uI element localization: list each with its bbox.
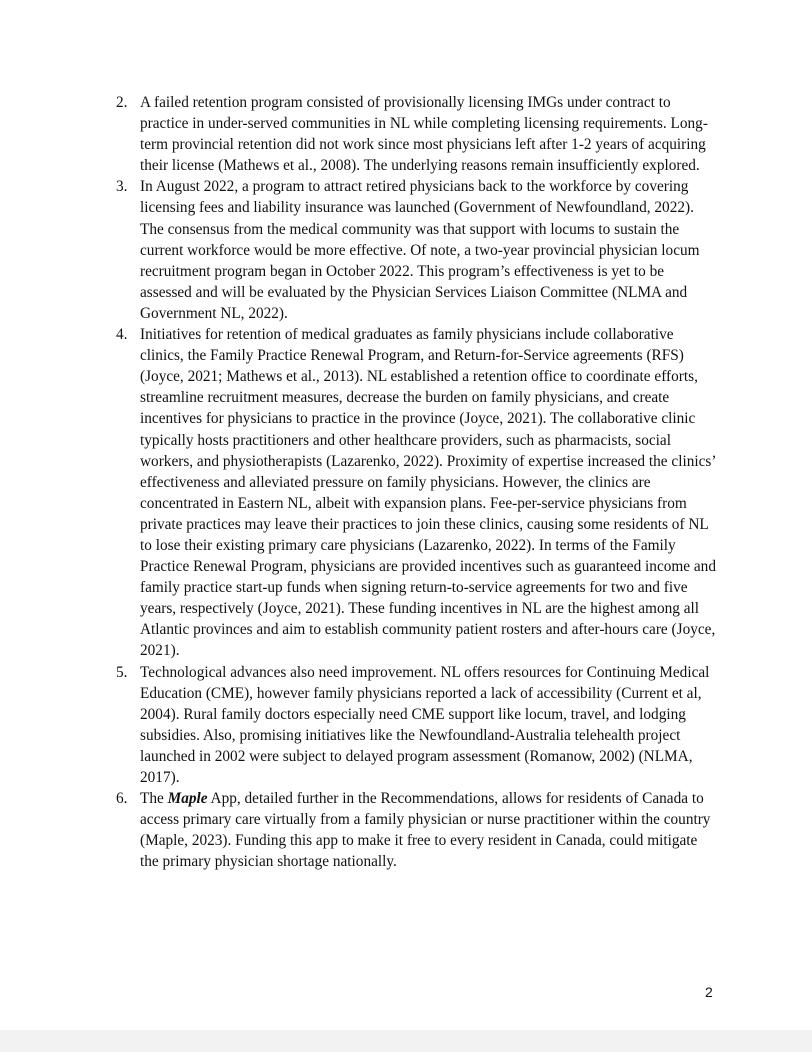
list-number: 5.: [116, 663, 128, 681]
list-item-text: A failed retention program consisted of provisionally licensing IMGs under contract to practice in under-served communities in NL while completing licensing requirements. Long-term provincial retention did not work since most physicians left after 1-2 years of acquiring their license (Mathews et al., 2008). The underlying reasons remain insufficiently explored.: [140, 94, 708, 175]
list-item-4: [112, 324, 718, 662]
text-prefix: The: [140, 790, 168, 808]
list-number: 6.: [116, 790, 128, 808]
list-item-5: [112, 662, 718, 789]
list-item-text: In August 2022, a program to attract retired physicians back to the workforce by covering licensing fees and liability insurance was launched (Government of Newfoundland, 2022). The consensus from the medical community was that support with locums to sustain the current workforce would be more effective. Of note, a two-year provincial physician locum recruitment program began in October 2022. This program’s effectiveness is yet to be assessed and will be evaluated by the Physician Services Liaison Committee (NLMA and Government NL, 2022).: [140, 178, 700, 322]
list-item-2: [112, 92, 718, 176]
list-item-text: Initiatives for retention of medical graduates as family physicians include collaborative clinics, the Family Practice Renewal Program, and Return-for-Service agreements (RFS) (Joyce, 2021; Mathews et al., 2013). NL established a retention office to coordinate efforts, streamline recruitment measures, decrease the burden on family physicians, and create incentives for physicians to practice in the province (Joyce, 2021). The collaborative clinic typically hosts practitioners and other healthcare providers, such as pharmacists, social workers, and physiotherapists (Lazarenko, 2022). Proximity of expertise increased the clinics’ effectiveness and alleviated pressure on family physicians. However, the clinics are concentrated in Eastern NL, albeit with expansion plans. Fee-per-service physicians from private practices may leave their practices to join these clinics, causing some residents of NL to lose their existing primary care physicians (Lazarenko, 2022). In terms of the Family Practice Renewal Program, physicians are provided incentives such as guaranteed income and family practice start-up funds when signing return-to-service agreements for two and five years, respectively (Joyce, 2021). These funding incentives in NL are the highest among all Atlantic provinces and aim to establish community patient rosters and after-hours care (Joyce, 2021).: [140, 326, 716, 660]
list-item-3: [112, 176, 718, 324]
list-number: 3.: [116, 178, 128, 196]
app-name: Maple: [167, 790, 208, 808]
list-item-6: [112, 788, 718, 872]
list-number: 2.: [116, 94, 128, 111]
numbered-list: [112, 92, 718, 872]
text-suffix: App, detailed further in the Recommendations, allows for residents of Canada to access primary care virtually from a family physician or nurse practitioner within the country (Maple, 2023). Funding this app to make it free to every resident in Canada, could mitigate the primary physician shortage nationally.: [140, 790, 711, 871]
viewer-bottom-strip: [0, 1030, 812, 1052]
list-item-text: [140, 788, 718, 872]
list-item-text: Technological advances also need improvement. NL offers resources for Continuing Medical Education (CME), however family physicians reported a lack of accessibility (Current et al, 2004). Rural family doctors especially need CME support like locum, travel, and lodging subsidies. Also, promising initiatives like the Newfoundland-Australia telehealth project launched in 2002 were subject to delayed program assessment (Romanow, 2002) (NLMA, 2017).: [140, 663, 710, 786]
page-number: 2: [705, 984, 713, 1000]
list-number: 4.: [116, 326, 128, 344]
